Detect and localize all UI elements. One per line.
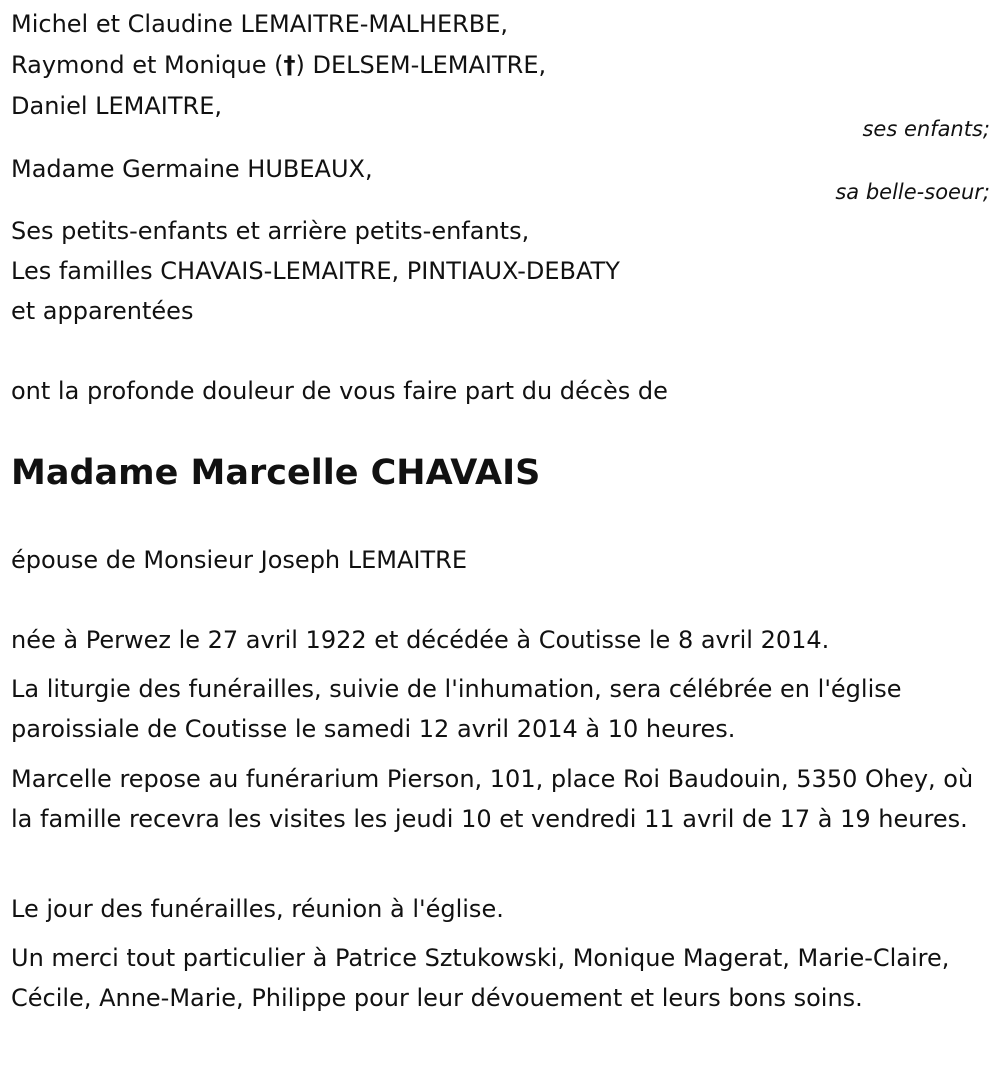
announcement-line: ont la profonde douleur de vous faire part du décès de bbox=[11, 377, 668, 405]
funeral-day-line: Le jour des funérailles, réunion à l'église. bbox=[11, 895, 504, 923]
spouse-line: épouse de Monsieur Joseph LEMAITRE bbox=[11, 546, 468, 574]
family-line-2-text-b: ) DELSEM-LEMAITRE, bbox=[295, 51, 547, 79]
family-line-1: Michel et Claudine LEMAITRE-MALHERBE, bbox=[11, 10, 509, 38]
sister-in-law-line: Madame Germaine HUBEAUX, bbox=[11, 155, 373, 183]
birth-death-line: née à Perwez le 27 avril 1922 et décédée à Coutisse le 8 avril 2014. bbox=[11, 626, 830, 654]
family-line-2 bbox=[11, 45, 546, 85]
family-line-7: et apparentées bbox=[11, 297, 194, 325]
funeral-home-paragraph: Marcelle repose au funérarium Pierson, 101, place Roi Baudouin, 5350 Ohey, où la famille recevra les visites les jeudi 10 et vendredi 11 avril de 17 à 19 heures. bbox=[11, 765, 974, 833]
deceased-name: Madame Marcelle CHAVAIS bbox=[11, 453, 541, 493]
role-sister-in-law: sa belle-soeur; bbox=[835, 180, 990, 204]
role-children: ses enfants; bbox=[862, 117, 990, 141]
liturgy-paragraph: La liturgie des funérailles, suivie de l'inhumation, sera célébrée en l'église paroissiale de Coutisse le samedi 12 avril 2014 à 10 heures. bbox=[11, 675, 902, 743]
thanks-paragraph: Un merci tout particulier à Patrice Sztukowski, Monique Magerat, Marie-Claire, Cécile, Anne-Marie, Philippe pour leur dévouement et leurs bons soins. bbox=[11, 944, 950, 1012]
family-line-3: Daniel LEMAITRE, bbox=[11, 92, 222, 120]
family-line-2-text-a: Raymond et Monique ( bbox=[11, 51, 284, 79]
family-line-6: Les familles CHAVAIS-LEMAITRE, PINTIAUX-DEBATY bbox=[11, 257, 620, 285]
cross-icon: † bbox=[283, 51, 296, 79]
family-line-5: Ses petits-enfants et arrière petits-enfants, bbox=[11, 217, 530, 245]
